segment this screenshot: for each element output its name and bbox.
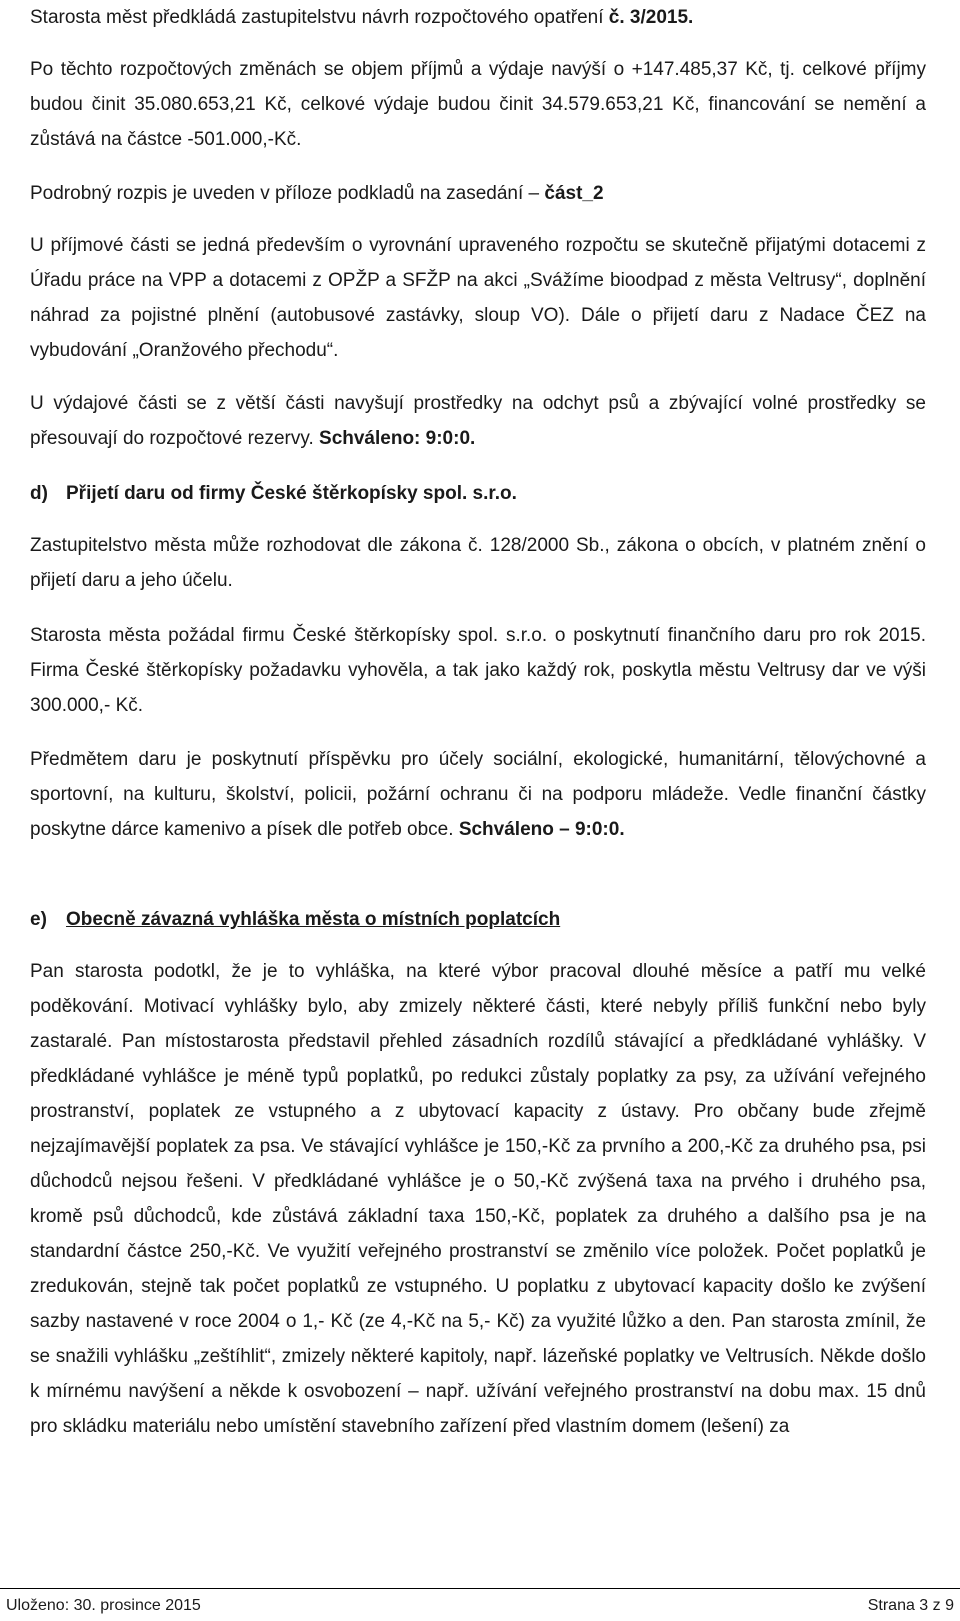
footer-page-number: Strana 3 z 9: [867, 1597, 954, 1614]
page-footer: [0, 1588, 960, 1621]
section-d-vote-result: Schváleno – 9:0:0.: [458, 819, 625, 840]
section-e-letter: e): [30, 909, 47, 930]
section-d-paragraph-request: Starosta města požádal firmu České štěrkopísky spol. s.r.o. o poskytnutí finančního daru pro rok 2015. Firma České štěrkopísky požadavku vyhověla, a tak jako každý rok, poskytla městu Veltrusy dar ve výši 300.000,- Kč.: [30, 625, 926, 716]
intro-line: [30, 0, 926, 35]
expenses-text: U výdajové části se z větší části navyšují prostředky na odchyt psů a zbývající volné prostředky se přesouvají do rozpočtové rezervy.: [30, 393, 926, 449]
section-e-title: Obecně závazná vyhláška města o místních poplatcích: [66, 909, 561, 930]
attachment-text: Podrobný rozpis je uveden v příloze podkladů na zasedání –: [30, 183, 545, 204]
intro-paragraph-attachment: [30, 176, 926, 211]
section-e-paragraph: Pan starosta podotkl, že je to vyhláška, na které výbor pracoval dlouhé měsíce a patří mu velké poděkování. Motivací vyhlášky bylo, aby zmizely některé části, které nebyly příliš funkční nebo byly zastaralé. Pan místostarosta představil přehled zásadních rozdílů stávající a předkládané vyhlášky. V předkládané vyhlášce je méně typů poplatků, po redukci zůstaly poplatky za psy, za užívání veřejného prostranství, poplatek ze vstupného a z ubytovací kapacity z ústavy. Pro občany bude zřejmě nejzajímavější poplatek za psa. Ve stávající vyhlášce je 150,-Kč za prvního a 200,-Kč za druhého psa, psi důchodců nejsou řešeni. V předkládané vyhlášce je o 50,-Kč zvýšená taxa na prvého i druhého psa, kromě psů důchodců, kde zůstává základní taxa 150,-Kč, poplatek za druhého a dalšího psa je na standardní částce 250,-Kč. Ve využití veřejného prostranství se změnilo více položek. Počet poplatků je zredukován, stejně tak počet poplatků ze vstupného. U poplatku z ubytovací kapacity došlo ke zvýšení sazby nastavené v roce 2004 o 1,- Kč (ze 4,-Kč na 5,- Kč) za využité lůžko a den. Pan starosta zmínil, že se snažili vyhlášku „zeštíhlit“, zmizely některé kapitoly, např. lázeňské poplatky ve Veltrusích. Někde došlo k mírnému navýšení a někde k osvobození – např. užívání veřejného prostranství na dobu max. 15 dnů pro skládku materiálu nebo umístění stavebního zařízení před vlastním domem (lešení) za: [30, 961, 926, 1437]
section-d-paragraph-law: Zastupitelstvo města může rozhodovat dle zákona č. 128/2000 Sb., zákona o obcích, v platném znění o přijetí daru a jeho účelu.: [30, 535, 926, 591]
section-d-paragraph-purpose: [30, 742, 926, 847]
attachment-part: část_2: [544, 183, 604, 204]
budget-measure-number: č. 3/2015.: [608, 7, 694, 28]
vote-result: Schváleno: 9:0:0.: [319, 428, 476, 449]
intro-paragraph-totals: Po těchto rozpočtových změnách se objem příjmů a výdaje navýší o +147.485,37 Kč, tj. celkové příjmy budou činit 35.080.653,21 Kč, celkové výdaje budou činit 34.579.653,21 Kč, financování se nemění a zůstává na částce -501.000,-Kč.: [30, 59, 926, 150]
footer-saved-date: Uloženo: 30. prosince 2015: [6, 1597, 201, 1614]
intro-paragraph-expenses: [30, 386, 926, 456]
intro-line-text: Starosta měst předkládá zastupitelstvu návrh rozpočtového opatření: [30, 7, 609, 28]
section-d-letter: d): [30, 483, 48, 504]
section-d-title: Přijetí daru od firmy České štěrkopísky spol. s.r.o.: [66, 483, 517, 504]
purpose-text: Předmětem daru je poskytnutí příspěvku pro účely sociální, ekologické, humanitární, tělovýchovné a sportovní, na kulturu, školství, policii, požární ochranu či na podporu mládeže. Vedle finanční částky poskytne dárce kamenivo a písek dle potřeb obce.: [30, 749, 926, 840]
section-d-heading: [30, 476, 926, 511]
section-e-heading: [30, 902, 926, 937]
intro-paragraph-income: U příjmové části se jedná především o vyrovnání upraveného rozpočtu se skutečně přijatými dotacemi z Úřadu práce na VPP a dotacemi z OPŽP a SFŽP na akci „Svážíme bioodpad z města Veltrusy“, doplnění náhrad za pojistné plnění (autobusové zastávky, sloup VO). Dále o přijetí daru z Nadace ČEZ na vybudování „Oranžového přechodu“.: [30, 235, 926, 361]
